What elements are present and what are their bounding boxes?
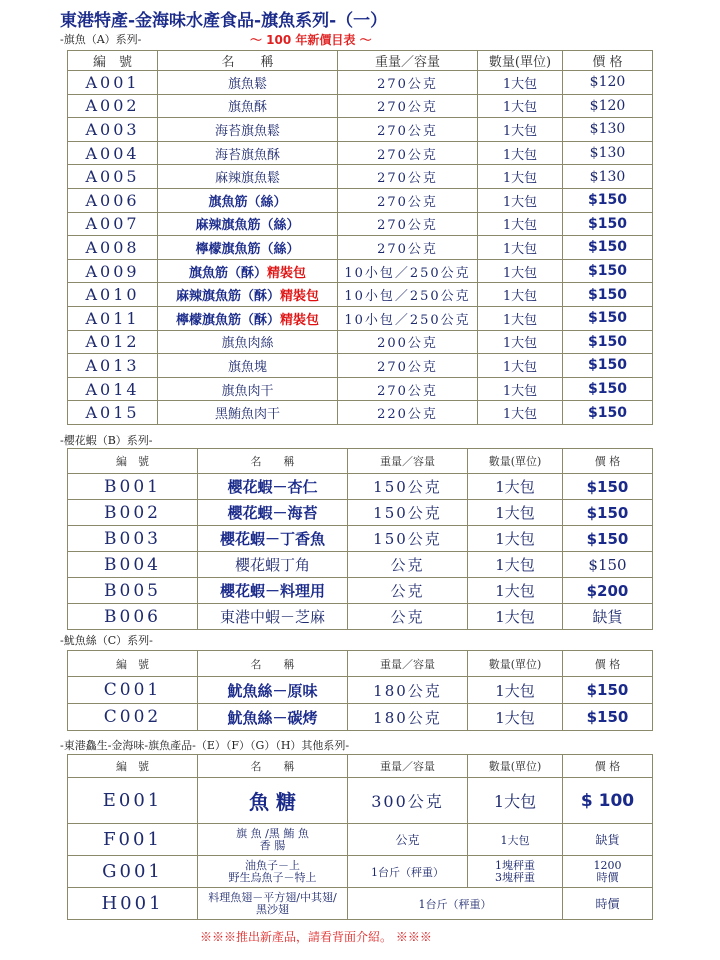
- section-a-rows: [68, 71, 653, 425]
- table-row-f001: [68, 824, 653, 856]
- product-code: G001: [68, 856, 198, 888]
- product-name-tag: 精裝包: [280, 312, 320, 328]
- product-weight: 270公克: [338, 94, 478, 118]
- product-price: $150: [563, 500, 653, 526]
- product-name-line2: 野生烏魚子－特上: [228, 870, 317, 884]
- product-qty: 1大包: [478, 259, 563, 283]
- product-name: 櫻花蝦丁角: [198, 552, 348, 578]
- product-code: B003: [68, 526, 198, 552]
- product-qty-line2: 3塊秤重: [495, 870, 535, 884]
- product-weight: 1台斤（秤重）: [348, 888, 563, 920]
- product-qty: 1大包: [478, 141, 563, 165]
- product-weight: 270公克: [338, 71, 478, 95]
- table-header-row: [68, 651, 653, 677]
- product-name-line1: 料理魚翅－平方翅/中其翅/: [208, 890, 337, 904]
- product-code: B001: [68, 474, 198, 500]
- col-code-header: 編 號: [68, 755, 198, 778]
- product-name: 魷魚絲－原味: [198, 677, 348, 704]
- product-name: 魷魚絲－碳烤: [198, 704, 348, 731]
- product-weight: 150公克: [348, 500, 468, 526]
- product-price: $130: [563, 118, 653, 142]
- product-price: $150: [563, 259, 653, 283]
- product-name: 櫻花蝦－丁香魚: [198, 526, 348, 552]
- product-qty: 1大包: [468, 824, 563, 856]
- section-efgh-label: -東港鱻生-金海味-旗魚產品-（E）（F）（G）（H）其他系列-: [60, 739, 350, 752]
- product-weight: 180公克: [348, 677, 468, 704]
- product-weight: 270公克: [338, 118, 478, 142]
- table-row: [68, 71, 653, 95]
- product-price: $130: [563, 141, 653, 165]
- product-qty: 1大包: [478, 118, 563, 142]
- product-weight: 200公克: [338, 330, 478, 354]
- product-price: $120: [563, 71, 653, 95]
- product-code: A002: [68, 94, 158, 118]
- product-qty: 1大包: [468, 604, 563, 630]
- table-row: [68, 94, 653, 118]
- product-name: [158, 306, 338, 330]
- product-weight: 150公克: [348, 474, 468, 500]
- col-code-header: 編 號: [68, 651, 198, 677]
- col-qty-header: 數量(單位): [478, 51, 563, 71]
- product-price: $150: [563, 283, 653, 307]
- product-price: 缺貨: [563, 824, 653, 856]
- product-price: $150: [563, 552, 653, 578]
- price-list-subtitle: ～ 100 年新價目表 ～: [250, 33, 372, 47]
- product-weight: 公克: [348, 578, 468, 604]
- section-b-table: [67, 448, 653, 630]
- product-code: A001: [68, 71, 158, 95]
- product-code: A010: [68, 283, 158, 307]
- col-qty-header: 數量(單位): [468, 651, 563, 677]
- product-weight: 150公克: [348, 526, 468, 552]
- product-price: $200: [563, 578, 653, 604]
- product-weight: 270公克: [338, 165, 478, 189]
- col-qty-header: 數量(單位): [468, 449, 563, 474]
- product-code: A011: [68, 306, 158, 330]
- section-a-table: [67, 50, 653, 425]
- product-code: B004: [68, 552, 198, 578]
- product-qty: 1大包: [478, 236, 563, 260]
- product-code: B006: [68, 604, 198, 630]
- product-qty: 1大包: [468, 500, 563, 526]
- product-weight: 公克: [348, 552, 468, 578]
- product-code: A003: [68, 118, 158, 142]
- table-row: [68, 377, 653, 401]
- table-row: [68, 704, 653, 731]
- table-row: [68, 677, 653, 704]
- product-weight: 公克: [348, 824, 468, 856]
- product-code: B002: [68, 500, 198, 526]
- product-name: 櫻花蝦－海苔: [198, 500, 348, 526]
- product-qty: 1大包: [478, 283, 563, 307]
- product-qty: 1大包: [478, 71, 563, 95]
- product-price: $ 100: [563, 778, 653, 824]
- product-name-main: 旗魚筋（酥）: [188, 265, 267, 281]
- product-name: [198, 824, 348, 856]
- section-b-rows: [68, 474, 653, 630]
- table-row: [68, 283, 653, 307]
- product-code: B005: [68, 578, 198, 604]
- col-name-header: 名 稱: [158, 51, 338, 71]
- product-code: A009: [68, 259, 158, 283]
- product-price: $150: [563, 306, 653, 330]
- product-weight: 180公克: [348, 704, 468, 731]
- table-row: [68, 604, 653, 630]
- product-code: F001: [68, 824, 198, 856]
- product-name: 黑鮪魚肉干: [158, 401, 338, 425]
- product-name: 魚 糖: [198, 778, 348, 824]
- product-name-tag: 精裝包: [280, 289, 320, 305]
- product-qty-line1: 1塊秤重: [495, 858, 535, 872]
- col-name-header: 名 稱: [198, 449, 348, 474]
- product-name-line2: 黑沙翅: [256, 902, 289, 916]
- section-c-rows: [68, 677, 653, 731]
- product-name: 旗魚筋（絲）: [158, 188, 338, 212]
- product-qty: 1大包: [468, 474, 563, 500]
- table-row-h001: [68, 888, 653, 920]
- product-price: $150: [563, 401, 653, 425]
- product-qty: 1大包: [478, 354, 563, 378]
- table-row: [68, 578, 653, 604]
- product-code: A008: [68, 236, 158, 260]
- product-code: C001: [68, 677, 198, 704]
- product-weight: 公克: [348, 604, 468, 630]
- product-name: [158, 259, 338, 283]
- product-price: $150: [563, 236, 653, 260]
- product-qty: 1大包: [478, 401, 563, 425]
- table-row: [68, 500, 653, 526]
- table-row-e001: [68, 778, 653, 824]
- page-title: 東港特產-金海味水產食品-旗魚系列-（一）: [60, 11, 388, 31]
- product-qty: 1大包: [478, 330, 563, 354]
- product-price: $150: [563, 377, 653, 401]
- product-price: $150: [563, 704, 653, 731]
- product-qty: 1大包: [478, 165, 563, 189]
- product-name: 旗魚塊: [158, 354, 338, 378]
- product-qty: 1大包: [478, 377, 563, 401]
- product-qty: 1大包: [468, 677, 563, 704]
- product-weight: 270公克: [338, 377, 478, 401]
- product-name: 櫻花蝦－杏仁: [198, 474, 348, 500]
- product-qty: 1大包: [478, 94, 563, 118]
- product-weight: 270公克: [338, 188, 478, 212]
- section-c-label: -魷魚絲（C）系列-: [60, 634, 153, 647]
- product-name: 麻辣旗魚筋（絲）: [158, 212, 338, 236]
- product-name: [198, 888, 348, 920]
- product-price: 缺貨: [563, 604, 653, 630]
- table-row: [68, 330, 653, 354]
- col-price-header: 價 格: [563, 449, 653, 474]
- product-name-main: 麻辣旗魚筋（酥）: [175, 289, 280, 305]
- product-qty: 1大包: [468, 704, 563, 731]
- product-price: $150: [563, 188, 653, 212]
- product-name-tag: 精裝包: [267, 265, 307, 281]
- product-name: 旗魚鬆: [158, 71, 338, 95]
- product-code: H001: [68, 888, 198, 920]
- product-name-line1: 旗 魚 /黑 鮪 魚: [236, 826, 309, 840]
- product-name: 旗魚肉絲: [158, 330, 338, 354]
- product-price-line1: 1200: [593, 858, 622, 872]
- product-weight: 10小包／250公克: [338, 306, 478, 330]
- section-efgh-table: [67, 754, 653, 920]
- product-weight: 10小包／250公克: [338, 283, 478, 307]
- col-price-header: 價 格: [563, 651, 653, 677]
- product-name: 麻辣旗魚鬆: [158, 165, 338, 189]
- product-price: 時價: [563, 888, 653, 920]
- table-row: [68, 118, 653, 142]
- table-header-row: [68, 449, 653, 474]
- product-price: $150: [563, 677, 653, 704]
- table-row-g001: [68, 856, 653, 888]
- product-qty: 1大包: [478, 306, 563, 330]
- table-header-row: [68, 51, 653, 71]
- product-code: A006: [68, 188, 158, 212]
- product-weight: 270公克: [338, 354, 478, 378]
- product-name: 海苔旗魚鬆: [158, 118, 338, 142]
- col-code-header: 編 號: [68, 51, 158, 71]
- product-name: 旗魚酥: [158, 94, 338, 118]
- table-row: [68, 306, 653, 330]
- product-weight: 270公克: [338, 212, 478, 236]
- product-price: $130: [563, 165, 653, 189]
- product-qty: 1大包: [468, 552, 563, 578]
- table-row: [68, 354, 653, 378]
- product-price: $150: [563, 212, 653, 236]
- product-price: $150: [563, 354, 653, 378]
- product-code: A015: [68, 401, 158, 425]
- table-row: [68, 236, 653, 260]
- product-code: C002: [68, 704, 198, 731]
- product-weight: 1台斤（秤重）: [348, 856, 468, 888]
- product-name-line1: 油魚子－上: [245, 858, 300, 872]
- col-weight-header: 重量／容量: [348, 449, 468, 474]
- product-code: A013: [68, 354, 158, 378]
- product-price: $150: [563, 526, 653, 552]
- col-name-header: 名 稱: [198, 651, 348, 677]
- section-c-table: [67, 650, 653, 731]
- table-row: [68, 259, 653, 283]
- product-name: 櫻花蝦－料理用: [198, 578, 348, 604]
- product-price: [563, 856, 653, 888]
- product-name: 檸檬旗魚筋（絲）: [158, 236, 338, 260]
- product-name: [158, 283, 338, 307]
- product-name: [198, 856, 348, 888]
- col-price-header: 價 格: [563, 51, 653, 71]
- product-code: A005: [68, 165, 158, 189]
- product-qty: 1大包: [468, 578, 563, 604]
- product-price: $150: [563, 330, 653, 354]
- table-row: [68, 552, 653, 578]
- col-weight-header: 重量／容量: [348, 755, 468, 778]
- product-name: 海苔旗魚酥: [158, 141, 338, 165]
- product-weight: 220公克: [338, 401, 478, 425]
- table-row: [68, 401, 653, 425]
- section-a-label: -旗魚（A）系列-: [60, 33, 142, 46]
- col-code-header: 編 號: [68, 449, 198, 474]
- product-qty: 1大包: [468, 778, 563, 824]
- table-row: [68, 212, 653, 236]
- section-b-label: -櫻花蝦（B）系列-: [60, 434, 153, 447]
- product-name-line2: 香 腸: [259, 838, 286, 852]
- product-weight: 10小包／250公克: [338, 259, 478, 283]
- product-code: A004: [68, 141, 158, 165]
- product-code: E001: [68, 778, 198, 824]
- col-weight-header: 重量／容量: [338, 51, 478, 71]
- product-qty: 1大包: [478, 212, 563, 236]
- table-row: [68, 141, 653, 165]
- table-header-row: [68, 755, 653, 778]
- product-weight: 300公克: [348, 778, 468, 824]
- col-name-header: 名 稱: [198, 755, 348, 778]
- col-price-header: 價 格: [563, 755, 653, 778]
- product-weight: 270公克: [338, 236, 478, 260]
- product-qty: 1大包: [478, 188, 563, 212]
- table-row: [68, 474, 653, 500]
- product-qty: 1大包: [468, 526, 563, 552]
- product-name: 旗魚肉干: [158, 377, 338, 401]
- product-price: $150: [563, 474, 653, 500]
- product-weight: 270公克: [338, 141, 478, 165]
- product-price: $120: [563, 94, 653, 118]
- product-code: A012: [68, 330, 158, 354]
- table-row: [68, 188, 653, 212]
- product-price-line2: 時價: [596, 870, 619, 884]
- product-code: A007: [68, 212, 158, 236]
- col-qty-header: 數量(單位): [468, 755, 563, 778]
- product-name-main: 檸檬旗魚筋（酥）: [175, 312, 280, 328]
- product-code: A014: [68, 377, 158, 401]
- footer-note: ※※※推出新產品，請看背面介紹。 ※※※: [200, 930, 432, 944]
- product-qty: [468, 856, 563, 888]
- product-name: 東港中蝦－芝麻: [198, 604, 348, 630]
- col-weight-header: 重量／容量: [348, 651, 468, 677]
- table-row: [68, 526, 653, 552]
- table-row: [68, 165, 653, 189]
